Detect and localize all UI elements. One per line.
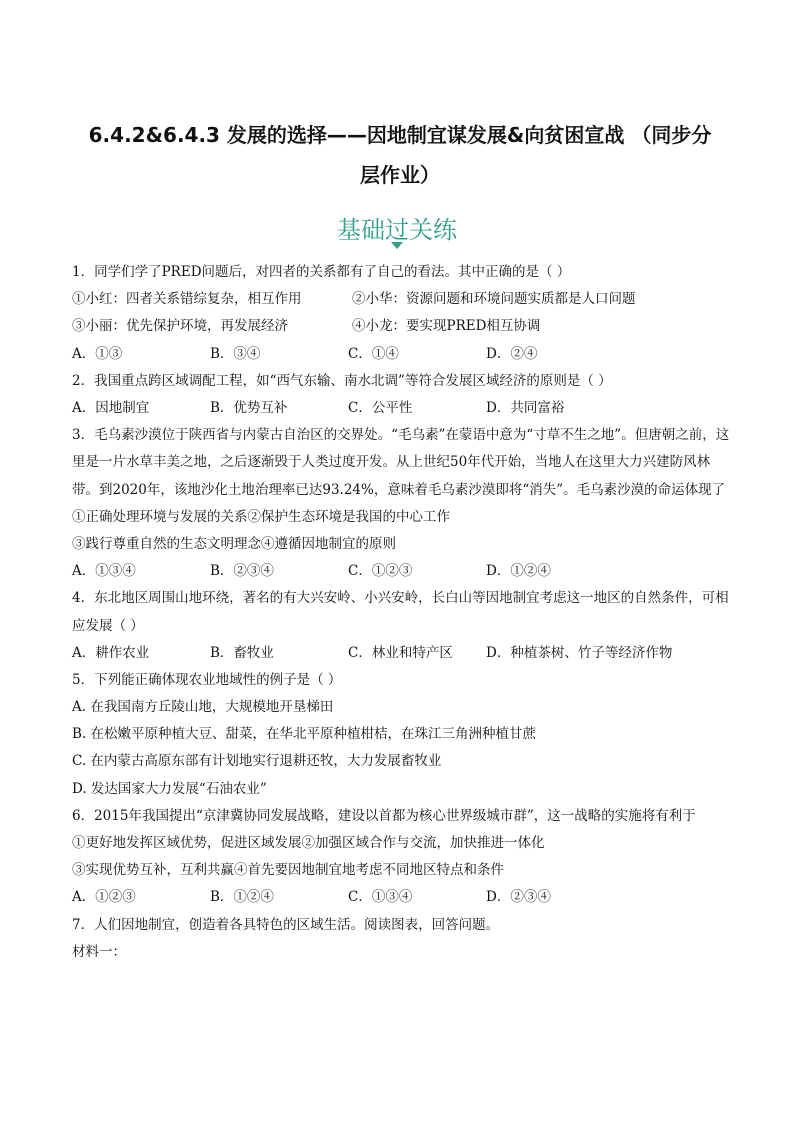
q2-options bbox=[72, 395, 732, 422]
q3-option-d: D．①②④ bbox=[486, 563, 551, 580]
q1-option-a: A．①③ bbox=[72, 345, 123, 362]
q1-statements-row-2 bbox=[72, 313, 732, 340]
q3-statements-row-1: ①正确处理环境与发展的关系②保护生态环境是我国的中心工作 bbox=[72, 508, 450, 525]
q7-stem: 7．人们因地制宜，创造着各具特色的区域生活。阅读图表，回答问题。 bbox=[72, 916, 500, 933]
q1-statement-4: ④小龙：要实现PRED相互协调 bbox=[352, 318, 541, 335]
q1-options bbox=[72, 341, 732, 368]
q1-statement-3: ③小丽：优先保护环境，再发展经济 bbox=[72, 318, 288, 335]
q2-option-b: B．优势互补 bbox=[210, 399, 288, 416]
q6-option-d: D．②③④ bbox=[486, 889, 551, 906]
q1-statements-row-1 bbox=[72, 286, 732, 313]
questions-body bbox=[72, 259, 732, 966]
q6-statements-row-2: ③实现优势互补，互利共赢④首先要因地制宜地考虑不同地区特点和条件 bbox=[72, 862, 504, 879]
q2-option-a: A．因地制宜 bbox=[72, 399, 150, 416]
q1-stem: 1．同学们学了PRED问题后，对四者的关系都有了自己的看法。其中正确的是（ ） bbox=[72, 264, 571, 280]
q3-option-c: C．①②③ bbox=[348, 563, 413, 580]
document-title bbox=[66, 115, 734, 195]
q6-statements-row-1: ①更好地发挥区域优势，促进区域发展②加强区域合作与交流，加快推进一体化 bbox=[72, 835, 545, 852]
q2-option-d: D．共同富裕 bbox=[486, 399, 565, 416]
q3-option-a: A．①③④ bbox=[72, 563, 136, 580]
section-heading: 基础过关练 bbox=[337, 216, 457, 244]
q5-stem: 5．下列能正确体现农业地域性的例子是（ ） bbox=[72, 671, 342, 688]
q4-option-d: D．种植茶树、竹子等经济作物 bbox=[486, 644, 673, 661]
title-line-1: 6.4.2&6.4.3 发展的选择——因地制宜谋发展&向贫困宣战 （同步分 bbox=[88, 123, 712, 147]
title-line-2: 层作业） bbox=[360, 163, 440, 187]
q4-option-c: C．林业和特产区 bbox=[348, 644, 453, 661]
q7-material-label: 材料一： bbox=[72, 943, 126, 960]
q6-option-c: C．①③④ bbox=[348, 889, 413, 906]
q4-option-a: A．耕作农业 bbox=[72, 644, 150, 661]
q6-options bbox=[72, 884, 732, 911]
q5-option-d: D. 发达国家大力发展“石油农业” bbox=[72, 780, 267, 797]
triangle-down-icon bbox=[391, 242, 403, 249]
q1-option-d: D．②④ bbox=[486, 345, 538, 362]
q3-option-b: B．②③④ bbox=[210, 563, 274, 580]
q4-stem: 4．东北地区周围山地环绕，著名的有大兴安岭、小兴安岭，长白山等因地制宜考虑这一地区的自然条件，可相应发展（ ） bbox=[72, 590, 729, 634]
q1-option-b: B．③④ bbox=[210, 345, 261, 362]
q3-options bbox=[72, 558, 732, 585]
q3-statements-row-2: ③践行尊重自然的生态文明理念④遵循因地制宜的原则 bbox=[72, 535, 396, 552]
q6-stem: 6．2015年我国提出“京津冀协同发展战略，建设以首都为核心世界级城市群”，这一战略的实施将有利于 bbox=[72, 807, 696, 824]
q6-option-a: A．①②③ bbox=[72, 889, 136, 906]
q6-option-b: B．①②④ bbox=[210, 889, 274, 906]
q2-option-c: C．公平性 bbox=[348, 399, 413, 416]
q1-statement-1: ①小红：四者关系错综复杂，相互作用 bbox=[72, 291, 302, 308]
q5-option-b: B. 在松嫩平原种植大豆、甜菜，在华北平原种植柑桔，在珠江三角洲种植甘蔗 bbox=[72, 726, 537, 743]
q5-option-a: A. 在我国南方丘陵山地，大规模地开垦梯田 bbox=[72, 699, 334, 716]
q4-options bbox=[72, 640, 732, 667]
q1-statement-2: ②小华：资源问题和环境问题实质都是人口问题 bbox=[352, 291, 636, 308]
q4-option-b: B．畜牧业 bbox=[210, 644, 274, 661]
q2-stem: 2．我国重点跨区域调配工程，如“西气东输、南水北调”等符合发展区域经济的原则是（ ） bbox=[72, 372, 612, 389]
q1-option-c: C．①④ bbox=[348, 345, 399, 362]
q3-stem: 3．毛乌素沙漠位于陕西省与内蒙古自治区的交界处。“毛乌素”在蒙语中意为“寸草不生之地”。但唐朝之前，这里是一片水草丰美之地，之后逐渐毁于人类过度开发。从上世纪50年代开始，当地人在这里大力兴建防风林带。到2020年，该地沙化土地治理率已达93.24%，意味着毛乌素沙漠即将“消失”。毛乌素沙漠的命运体现了 bbox=[72, 427, 730, 498]
q5-option-c: C. 在内蒙古高原东部有计划地实行退耕还牧，大力发展畜牧业 bbox=[72, 753, 442, 770]
